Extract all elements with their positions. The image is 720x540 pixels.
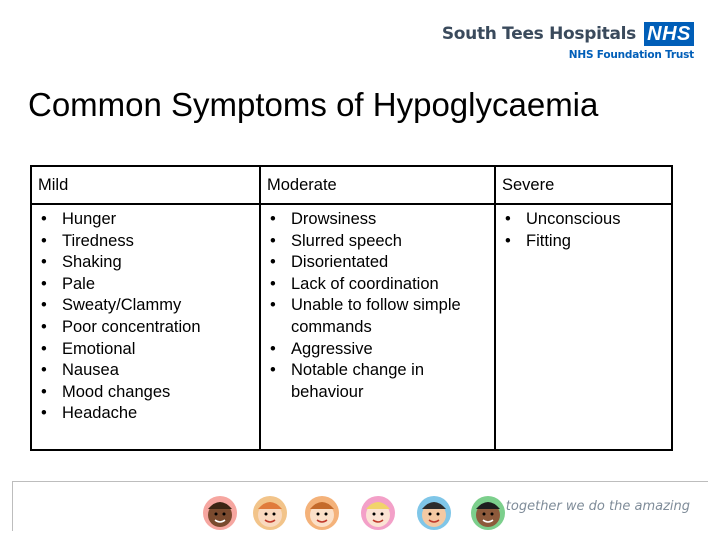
- face-icon-4: [361, 496, 395, 530]
- symptoms-table: [30, 165, 673, 451]
- list-item: • Unable to follow simple commands: [267, 295, 486, 338]
- severe-symptom-list: [496, 205, 671, 252]
- mild-symptom-list: [32, 205, 259, 425]
- column-header-mild: Mild: [31, 166, 260, 204]
- list-item: • Poor concentration: [38, 317, 251, 339]
- list-item: • Sweaty/Clammy: [38, 295, 251, 317]
- trust-name: NHS Foundation Trust: [568, 49, 694, 61]
- column-header-moderate: Moderate: [260, 166, 495, 204]
- footer-divider-left: [12, 481, 13, 531]
- face-icon-3: [305, 496, 339, 530]
- face-icon-2: [253, 496, 287, 530]
- list-item: • Headache: [38, 403, 251, 425]
- list-item: • Tiredness: [38, 231, 251, 253]
- list-item: • Lack of coordination: [267, 274, 486, 296]
- nhs-badge: NHS: [644, 22, 694, 46]
- list-item: • Pale: [38, 274, 251, 296]
- list-item: • Unconscious: [502, 209, 663, 231]
- face-icon-6: [471, 496, 505, 530]
- list-item: • Disorientated: [267, 252, 486, 274]
- list-item: • Emotional: [38, 339, 251, 361]
- table-header-row: [31, 166, 672, 204]
- footer-tagline: together we do the amazing: [505, 499, 690, 514]
- footer-divider: [12, 481, 708, 482]
- column-header-severe: Severe: [495, 166, 672, 204]
- list-item: • Hunger: [38, 209, 251, 231]
- list-item: • Aggressive: [267, 339, 486, 361]
- severe-cell: [495, 204, 672, 450]
- list-item: • Nausea: [38, 360, 251, 382]
- faces-banner: [198, 487, 518, 531]
- list-item: • Shaking: [38, 252, 251, 274]
- list-item: • Slurred speech: [267, 231, 486, 253]
- face-icon-5: [417, 496, 451, 530]
- list-item: • Mood changes: [38, 382, 251, 404]
- organisation-name: South Tees Hospitals: [441, 24, 636, 44]
- mild-cell: [31, 204, 260, 450]
- footer: [12, 481, 708, 531]
- list-item: • Notable change in behaviour: [267, 360, 486, 403]
- list-item: • Fitting: [502, 231, 663, 253]
- page-title: Common Symptoms of Hypoglycaemia: [28, 86, 599, 123]
- moderate-symptom-list: [261, 205, 494, 403]
- moderate-cell: [260, 204, 495, 450]
- list-item: • Drowsiness: [267, 209, 486, 231]
- table-row: [31, 204, 672, 450]
- face-icon-1: [203, 496, 237, 530]
